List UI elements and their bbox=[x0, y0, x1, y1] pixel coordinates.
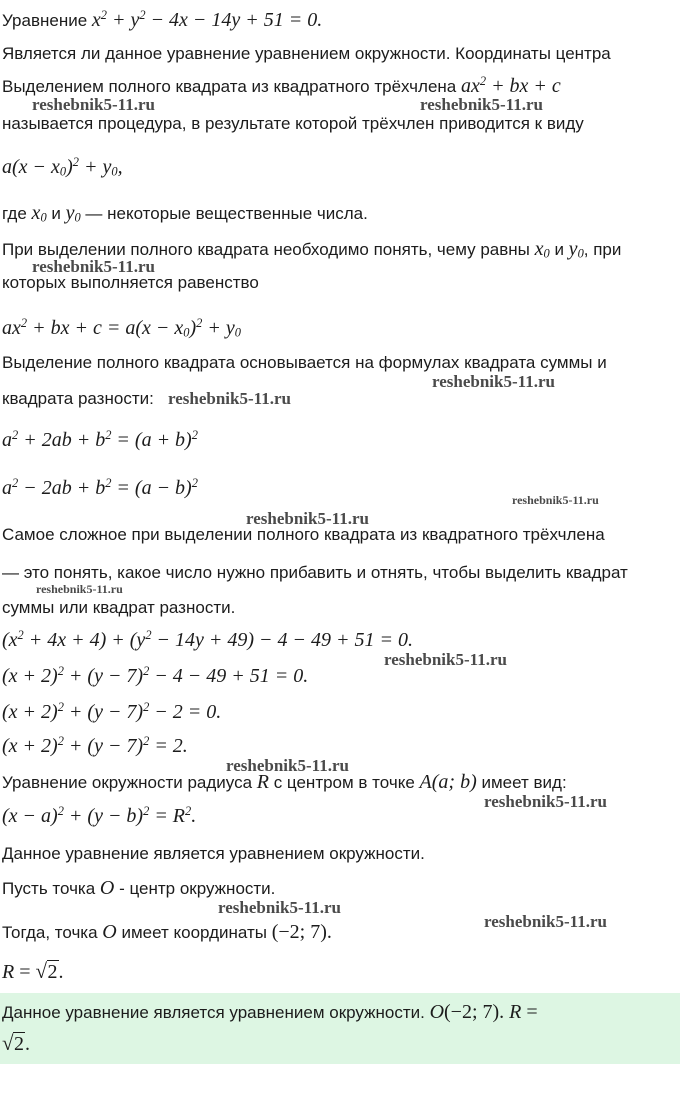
text: имеет координаты bbox=[116, 923, 272, 942]
text-line: называется процедура, в результате которой трёхчлен приводится к виду bbox=[2, 114, 584, 133]
text-line: — это понять, какое число нужно прибавить и отнять, чтобы выделить квадрат bbox=[2, 563, 628, 582]
answer-box bbox=[0, 993, 680, 1064]
watermark: reshebnik5-11.ru bbox=[168, 389, 291, 408]
watermark: reshebnik5-11.ru bbox=[36, 582, 123, 596]
watermark: reshebnik5-11.ru bbox=[512, 493, 599, 507]
math-formula-diff: $a^2 - 2ab + b^2 = (a - b)^2$ bbox=[2, 476, 198, 499]
text: При выделении полного квадрата необходимо понять, чему равны bbox=[2, 240, 535, 259]
watermark: reshebnik5-11.ru bbox=[218, 898, 341, 917]
problem-statement bbox=[2, 8, 322, 32]
text-line: Самое сложное при выделении полного квадрата из квадратного трёхчлена bbox=[2, 525, 605, 544]
text-line: Данное уравнение является уравнением окружности. bbox=[2, 844, 425, 863]
text: Уравнение окружности радиуса bbox=[2, 773, 257, 792]
text: — некоторые вещественные числа. bbox=[80, 204, 368, 223]
text: и bbox=[549, 240, 569, 259]
math-step-4: $(x + 2)^2 + (y - 7)^2 = 2$. bbox=[2, 734, 188, 757]
math-equation: $x^2 + y^2 - 4x - 14y + 51 = 0$. bbox=[91, 8, 323, 31]
watermark: reshebnik5-11.ru bbox=[32, 95, 155, 114]
text: - центр окружности. bbox=[114, 879, 276, 898]
text: Тогда, точка bbox=[2, 923, 103, 942]
text: Выделением полного квадрата из квадратного трёхчлена bbox=[2, 77, 461, 96]
answer-line-2: √ 2. bbox=[2, 1032, 30, 1056]
answer-line-1 bbox=[2, 1000, 538, 1024]
watermark: reshebnik5-11.ru bbox=[384, 650, 507, 669]
math-identity: $ax^2$ + bx + $c = a(x - x_0)^2 + y_0$ bbox=[2, 316, 241, 340]
text-line bbox=[2, 201, 368, 225]
watermark: reshebnik5-11.ru bbox=[246, 509, 369, 528]
math-O: O bbox=[99, 877, 115, 899]
watermark: reshebnik5-11.ru bbox=[432, 372, 555, 391]
text: где bbox=[2, 204, 32, 223]
math-O: O bbox=[102, 921, 117, 943]
watermark: reshebnik5-11.ru bbox=[32, 257, 155, 276]
watermark: reshebnik5-11.ru bbox=[420, 95, 543, 114]
watermark: reshebnik5-11.ru bbox=[226, 756, 349, 775]
math-radius: R = √ 2. bbox=[2, 960, 64, 984]
answer-math: O(−2; 7). R = bbox=[429, 1001, 538, 1023]
text: Уравнение bbox=[2, 11, 92, 30]
math-coordinates: (−2; 7). bbox=[271, 921, 332, 943]
math-step-1: $(x^2 + 4x + 4) + (y^2 - 14y + 49) - 4 - 49 + 51 = 0$. bbox=[2, 628, 414, 651]
text: с центром в точке bbox=[268, 773, 420, 792]
answer-text: Данное уравнение является уравнением окружности. bbox=[2, 1003, 430, 1022]
text-line bbox=[2, 920, 332, 944]
text-line: квадрата разности: bbox=[2, 389, 154, 408]
math-R: R bbox=[256, 771, 269, 793]
text-line: которых выполняется равенство bbox=[2, 273, 259, 292]
text-line: суммы или квадрат разности. bbox=[2, 598, 236, 617]
math-point-A: A(a; b) bbox=[419, 771, 477, 793]
text: , при bbox=[583, 240, 622, 259]
text: имеет вид: bbox=[476, 773, 567, 792]
math-x0: $x_0$ bbox=[31, 202, 47, 225]
watermark: reshebnik5-11.ru bbox=[484, 912, 607, 931]
text: и bbox=[46, 204, 66, 223]
math-x0: $x_0$ bbox=[534, 238, 550, 261]
math-step-3: $(x + 2)^2 + (y - 7)^2 - 2 = 0$. bbox=[2, 700, 222, 723]
math-y0: $y_0$ bbox=[568, 238, 584, 261]
math-trinomial: $ax^2$ + bx + c bbox=[460, 74, 561, 97]
watermark: reshebnik5-11.ru bbox=[484, 792, 607, 811]
math-formula-sum: $a^2 + 2ab + b^2 = (a + b)^2$ bbox=[2, 428, 198, 451]
math-form: $a(x - x_0)^2 + y_0$, bbox=[2, 155, 123, 179]
question-text: Является ли данное уравнение уравнением окружности. Координаты центра bbox=[2, 44, 611, 63]
math-y0: $y_0$ bbox=[65, 202, 81, 225]
text: Пусть точка bbox=[2, 879, 100, 898]
math-circle-equation: $(x - a)^2 + (y - b)^2 = R^2$. bbox=[2, 804, 197, 827]
text-line bbox=[2, 876, 275, 900]
math-step-2: $(x + 2)^2 + (y - 7)^2 - 4 - 49 + 51 = 0$. bbox=[2, 664, 309, 687]
text-line: Выделение полного квадрата основывается на формулах квадрата суммы и bbox=[2, 353, 607, 372]
